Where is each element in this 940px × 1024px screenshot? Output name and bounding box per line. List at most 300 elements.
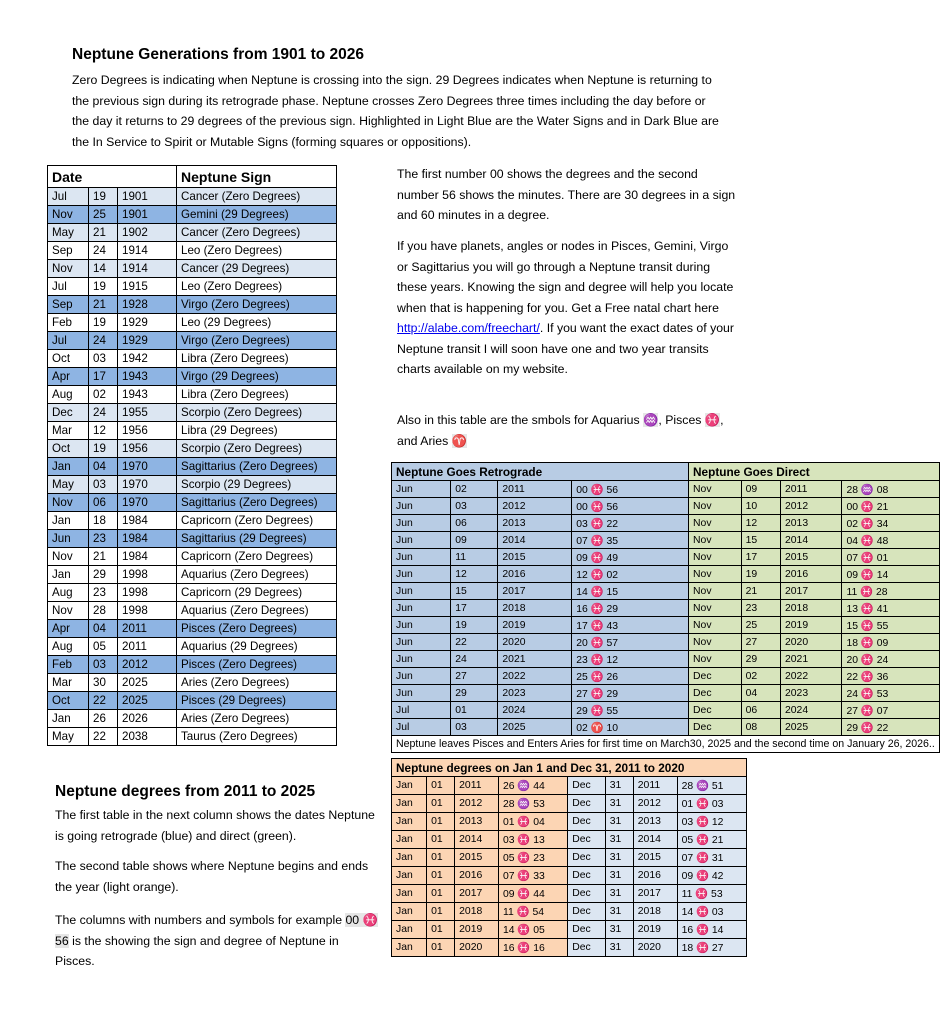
retrograde-header-row — [392, 463, 940, 481]
table-row — [48, 188, 337, 206]
day-cell: 12 — [741, 515, 780, 532]
sign-cell: Aquarius (Zero Degrees) — [177, 566, 337, 584]
month-cell: Dec — [568, 777, 605, 795]
sign-cell: Capricorn (Zero Degrees) — [177, 512, 337, 530]
year-cell: 1970 — [118, 458, 177, 476]
position-cell: 09 ♓ 14 — [842, 566, 939, 583]
position-cell: 09 ♓ 42 — [677, 867, 746, 885]
year-cell: 1901 — [118, 188, 177, 206]
year-cell: 2023 — [498, 685, 572, 702]
day-cell: 18 — [89, 512, 118, 530]
month-cell: Jan — [392, 831, 427, 849]
position-cell: 02 ♓ 34 — [842, 515, 939, 532]
month-cell: Nov — [48, 260, 89, 278]
table-row — [48, 602, 337, 620]
position-cell: 16 ♓ 16 — [498, 939, 567, 957]
position-cell: 14 ♓ 03 — [677, 903, 746, 921]
sign-cell: Pisces (29 Degrees) — [177, 692, 337, 710]
year-cell: 1901 — [118, 206, 177, 224]
day-cell: 12 — [89, 422, 118, 440]
day-cell: 19 — [741, 566, 780, 583]
year-cell: 2021 — [781, 651, 842, 668]
day-cell: 21 — [89, 224, 118, 242]
aries-note: Neptune leaves Pisces and Enters Aries for first time on March30, 2025 and the second time on January 26, 2026.. — [392, 736, 940, 753]
year-cell: 2017 — [455, 885, 499, 903]
year-cell: 1943 — [118, 368, 177, 386]
day-cell: 31 — [605, 795, 633, 813]
retrograde-body — [392, 481, 940, 736]
month-cell: Jun — [392, 668, 451, 685]
year-cell: 2022 — [498, 668, 572, 685]
year-cell: 2018 — [781, 600, 842, 617]
position-cell: 03 ♓ 22 — [572, 515, 689, 532]
sign-cell: Libra (29 Degrees) — [177, 422, 337, 440]
day-cell: 23 — [741, 600, 780, 617]
pisces-icon: ♓ — [704, 413, 721, 427]
month-cell: Dec — [568, 849, 605, 867]
day-cell: 22 — [451, 634, 498, 651]
month-cell: Jun — [392, 498, 451, 515]
year-cell: 2016 — [633, 867, 677, 885]
transit-paragraph — [397, 236, 737, 380]
table-row — [48, 710, 337, 728]
year-cell: 1942 — [118, 350, 177, 368]
month-cell: Aug — [48, 584, 89, 602]
position-cell: 28 ♒ 08 — [842, 481, 939, 498]
day-cell: 26 — [89, 710, 118, 728]
day-cell: 22 — [89, 728, 118, 746]
sign-cell: Sagittarius (Zero Degrees) — [177, 458, 337, 476]
month-cell: Feb — [48, 314, 89, 332]
symbols-text-c: , and Aries — [397, 413, 724, 448]
aries-icon: ♈ — [451, 433, 467, 448]
sign-cell: Scorpio (29 Degrees) — [177, 476, 337, 494]
table-row — [392, 795, 747, 813]
table-row — [48, 566, 337, 584]
position-cell: 11 ♓ 53 — [677, 885, 746, 903]
day-cell: 06 — [89, 494, 118, 512]
month-cell: Mar — [48, 674, 89, 692]
section-subtitle: Neptune degrees from 2011 to 2025 — [55, 783, 316, 800]
month-cell: Nov — [48, 548, 89, 566]
sign-cell: Leo (Zero Degrees) — [177, 242, 337, 260]
year-cell: 1998 — [118, 602, 177, 620]
month-cell: Jun — [392, 617, 451, 634]
table-row — [392, 685, 940, 702]
day-cell: 08 — [741, 719, 780, 736]
position-cell: 01 ♓ 04 — [498, 813, 567, 831]
yearly-header-row — [392, 759, 747, 777]
table-row — [392, 515, 940, 532]
month-cell: Mar — [48, 422, 89, 440]
month-cell: Jan — [392, 921, 427, 939]
year-cell: 2015 — [633, 849, 677, 867]
position-cell: 12 ♓ 02 — [572, 566, 689, 583]
day-cell: 31 — [605, 921, 633, 939]
table-row — [392, 777, 747, 795]
month-cell: Dec — [568, 813, 605, 831]
day-cell: 14 — [89, 260, 118, 278]
symbols-text-a: Also in this table are the smbols for Aquarius — [397, 413, 644, 427]
month-cell: Jun — [392, 600, 451, 617]
day-cell: 31 — [605, 867, 633, 885]
position-cell: 07 ♓ 35 — [572, 532, 689, 549]
sign-cell: Libra (Zero Degrees) — [177, 350, 337, 368]
month-cell: Jan — [392, 777, 427, 795]
month-cell: Jan — [392, 813, 427, 831]
year-cell: 2025 — [781, 719, 842, 736]
day-cell: 02 — [451, 481, 498, 498]
year-cell: 2014 — [455, 831, 499, 849]
day-cell: 06 — [451, 515, 498, 532]
day-cell: 05 — [89, 638, 118, 656]
day-cell: 30 — [89, 674, 118, 692]
month-cell: Nov — [689, 481, 742, 498]
table-row — [48, 548, 337, 566]
table-row — [392, 600, 940, 617]
table-row — [48, 638, 337, 656]
position-cell: 24 ♓ 53 — [842, 685, 939, 702]
year-cell: 2025 — [118, 692, 177, 710]
sign-cell: Aquarius (29 Degrees) — [177, 638, 337, 656]
month-cell: Jun — [392, 549, 451, 566]
month-cell: May — [48, 728, 89, 746]
position-cell: 04 ♓ 48 — [842, 532, 939, 549]
sign-cell: Virgo (Zero Degrees) — [177, 296, 337, 314]
month-cell: Jan — [48, 458, 89, 476]
sign-cell: Virgo (29 Degrees) — [177, 368, 337, 386]
year-cell: 2016 — [781, 566, 842, 583]
day-cell: 15 — [451, 583, 498, 600]
position-cell: 07 ♓ 01 — [842, 549, 939, 566]
header-retrograde: Neptune Goes Retrograde — [392, 463, 689, 481]
table-row — [48, 350, 337, 368]
month-cell: Jan — [48, 512, 89, 530]
sign-cell: Virgo (Zero Degrees) — [177, 332, 337, 350]
month-cell: Dec — [568, 921, 605, 939]
position-cell: 13 ♓ 41 — [842, 600, 939, 617]
day-cell: 29 — [741, 651, 780, 668]
year-cell: 2014 — [781, 532, 842, 549]
position-cell: 29 ♓ 22 — [842, 719, 939, 736]
month-cell: Nov — [689, 566, 742, 583]
position-cell: 05 ♓ 21 — [677, 831, 746, 849]
year-cell: 2017 — [781, 583, 842, 600]
orange-explanation: The second table shows where Neptune begins and ends the year (light orange). — [55, 859, 369, 894]
day-cell: 31 — [605, 813, 633, 831]
day-cell: 31 — [605, 831, 633, 849]
generations-table — [47, 165, 337, 746]
position-cell: 18 ♓ 09 — [842, 634, 939, 651]
year-cell: 2024 — [781, 702, 842, 719]
month-cell: Dec — [568, 903, 605, 921]
sign-cell: Leo (29 Degrees) — [177, 314, 337, 332]
header-direct: Neptune Goes Direct — [689, 463, 940, 481]
position-cell: 27 ♓ 07 — [842, 702, 939, 719]
table-row — [48, 656, 337, 674]
month-cell: Jul — [392, 702, 451, 719]
sign-cell: Leo (Zero Degrees) — [177, 278, 337, 296]
day-cell: 02 — [741, 668, 780, 685]
yearly-body — [392, 777, 747, 957]
year-cell: 1998 — [118, 566, 177, 584]
year-cell: 2015 — [781, 549, 842, 566]
month-cell: Nov — [689, 651, 742, 668]
year-cell: 1929 — [118, 332, 177, 350]
year-cell: 2013 — [633, 813, 677, 831]
day-cell: 03 — [89, 476, 118, 494]
month-cell: Dec — [568, 939, 605, 957]
month-cell: Nov — [48, 206, 89, 224]
year-cell: 2012 — [498, 498, 572, 515]
day-cell: 23 — [89, 530, 118, 548]
position-cell: 17 ♓ 43 — [572, 617, 689, 634]
year-cell: 2019 — [455, 921, 499, 939]
month-cell: May — [48, 224, 89, 242]
sign-cell: Sagittarius (29 Degrees) — [177, 530, 337, 548]
day-cell: 01 — [427, 831, 455, 849]
month-cell: Dec — [689, 668, 742, 685]
year-cell: 2017 — [498, 583, 572, 600]
table-row — [48, 260, 337, 278]
month-cell: Nov — [689, 600, 742, 617]
day-cell: 01 — [451, 702, 498, 719]
day-cell: 24 — [89, 332, 118, 350]
position-cell: 00 ♓ 56 — [572, 481, 689, 498]
position-cell: 20 ♓ 24 — [842, 651, 939, 668]
year-cell: 2025 — [118, 674, 177, 692]
table-row — [48, 620, 337, 638]
symbol-example-paragraph — [55, 910, 380, 972]
day-cell: 02 — [89, 386, 118, 404]
month-cell: Jul — [48, 188, 89, 206]
year-cell: 2011 — [455, 777, 499, 795]
day-cell: 04 — [89, 620, 118, 638]
day-cell: 04 — [89, 458, 118, 476]
year-cell: 2019 — [498, 617, 572, 634]
month-cell: Nov — [689, 583, 742, 600]
month-cell: Nov — [689, 634, 742, 651]
table-row — [48, 278, 337, 296]
retrograde-note-row — [392, 736, 940, 753]
year-cell: 2020 — [781, 634, 842, 651]
day-cell: 31 — [605, 849, 633, 867]
table-row — [392, 921, 747, 939]
month-cell: Nov — [48, 602, 89, 620]
sign-cell: Scorpio (Zero Degrees) — [177, 440, 337, 458]
month-cell: Aug — [48, 386, 89, 404]
year-cell: 1915 — [118, 278, 177, 296]
degrees-explanation: The first number 00 shows the degrees and the second number 56 shows the minutes. There are 30 degrees in a sign and 60 minutes in a degree. — [397, 167, 736, 222]
year-cell: 2014 — [498, 532, 572, 549]
year-cell: 2011 — [633, 777, 677, 795]
month-cell: Jul — [392, 719, 451, 736]
month-cell: Jun — [392, 583, 451, 600]
table-row — [48, 728, 337, 746]
day-cell: 01 — [427, 921, 455, 939]
position-cell: 28 ♒ 53 — [498, 795, 567, 813]
freechart-link[interactable]: http://alabe.com/freechart/ — [397, 321, 540, 335]
year-cell: 2017 — [633, 885, 677, 903]
day-cell: 29 — [89, 566, 118, 584]
month-cell: Dec — [48, 404, 89, 422]
sign-cell: Aries (Zero Degrees) — [177, 674, 337, 692]
month-cell: Nov — [689, 515, 742, 532]
month-cell: Jun — [392, 651, 451, 668]
month-cell: Nov — [689, 549, 742, 566]
day-cell: 01 — [427, 903, 455, 921]
position-cell: 02 ♈ 10 — [572, 719, 689, 736]
day-cell: 01 — [427, 939, 455, 957]
day-cell: 24 — [451, 651, 498, 668]
table-row — [48, 332, 337, 350]
month-cell: Jan — [392, 795, 427, 813]
day-cell: 24 — [89, 404, 118, 422]
year-cell: 2012 — [455, 795, 499, 813]
table-row — [392, 651, 940, 668]
year-cell: 2011 — [118, 638, 177, 656]
month-cell: Jul — [48, 332, 89, 350]
year-cell: 2018 — [498, 600, 572, 617]
day-cell: 09 — [741, 481, 780, 498]
table-row — [392, 668, 940, 685]
day-cell: 06 — [741, 702, 780, 719]
header-neptune-sign: Neptune Sign — [177, 166, 337, 188]
sign-cell: Taurus (Zero Degrees) — [177, 728, 337, 746]
month-cell: Jun — [392, 515, 451, 532]
position-cell: 00 ♓ 21 — [842, 498, 939, 515]
day-cell: 27 — [741, 634, 780, 651]
day-cell: 01 — [427, 813, 455, 831]
table-row — [392, 831, 747, 849]
table-row — [392, 939, 747, 957]
month-cell: Dec — [689, 685, 742, 702]
year-cell: 1902 — [118, 224, 177, 242]
sign-cell: Cancer (29 Degrees) — [177, 260, 337, 278]
month-cell: Aug — [48, 638, 89, 656]
day-cell: 03 — [451, 498, 498, 515]
generations-header-row — [48, 166, 337, 188]
year-cell: 1929 — [118, 314, 177, 332]
month-cell: Jan — [392, 885, 427, 903]
transit-text-a: If you have planets, angles or nodes in Pisces, Gemini, Virgo or Sagittarius you will go through a Neptune transit during these years. Knowing the sign and degree will help you locate when that is happening for you. Get a Free natal chart here — [397, 239, 734, 315]
position-cell: 03 ♓ 12 — [677, 813, 746, 831]
day-cell: 19 — [89, 314, 118, 332]
position-cell: 09 ♓ 49 — [572, 549, 689, 566]
year-cell: 2011 — [781, 481, 842, 498]
year-cell: 2018 — [455, 903, 499, 921]
position-cell: 28 ♒ 51 — [677, 777, 746, 795]
table-row — [48, 422, 337, 440]
table-row — [48, 674, 337, 692]
month-cell: Dec — [568, 885, 605, 903]
table-row — [48, 314, 337, 332]
year-cell: 1943 — [118, 386, 177, 404]
position-cell: 15 ♓ 55 — [842, 617, 939, 634]
day-cell: 17 — [741, 549, 780, 566]
day-cell: 25 — [741, 617, 780, 634]
month-cell: Apr — [48, 620, 89, 638]
year-cell: 2022 — [781, 668, 842, 685]
month-cell: Feb — [48, 656, 89, 674]
year-cell: 1914 — [118, 260, 177, 278]
year-cell: 2018 — [633, 903, 677, 921]
day-cell: 17 — [451, 600, 498, 617]
month-cell: Sep — [48, 242, 89, 260]
position-cell: 05 ♓ 23 — [498, 849, 567, 867]
day-cell: 17 — [89, 368, 118, 386]
sign-cell: Capricorn (29 Degrees) — [177, 584, 337, 602]
year-cell: 2020 — [455, 939, 499, 957]
day-cell: 01 — [427, 885, 455, 903]
day-cell: 01 — [427, 777, 455, 795]
year-cell: 2020 — [498, 634, 572, 651]
year-cell: 2038 — [118, 728, 177, 746]
month-cell: Oct — [48, 440, 89, 458]
year-cell: 2016 — [498, 566, 572, 583]
year-cell: 1956 — [118, 440, 177, 458]
table-row — [392, 617, 940, 634]
tables-explanation: The first table in the next column shows the dates Neptune is going retrograde (blue) and direct (green). — [55, 808, 375, 843]
month-cell: Dec — [689, 702, 742, 719]
generations-body — [48, 188, 337, 746]
table-row — [392, 583, 940, 600]
table-row — [48, 224, 337, 242]
day-cell: 25 — [89, 206, 118, 224]
month-cell: Jun — [392, 634, 451, 651]
month-cell: Jun — [392, 532, 451, 549]
year-cell: 2014 — [633, 831, 677, 849]
table-row — [48, 440, 337, 458]
example-text-a: The columns with numbers and symbols for example — [55, 913, 346, 927]
month-cell: Jan — [392, 903, 427, 921]
table-row — [48, 206, 337, 224]
year-cell: 2015 — [455, 849, 499, 867]
year-cell: 2026 — [118, 710, 177, 728]
day-cell: 21 — [89, 548, 118, 566]
yearly-degrees-table — [391, 758, 747, 957]
year-cell: 1984 — [118, 548, 177, 566]
sign-cell: Cancer (Zero Degrees) — [177, 224, 337, 242]
day-cell: 19 — [89, 440, 118, 458]
year-cell: 2019 — [781, 617, 842, 634]
year-cell: 2023 — [781, 685, 842, 702]
position-cell: 11 ♓ 54 — [498, 903, 567, 921]
month-cell: Oct — [48, 350, 89, 368]
table-row — [48, 530, 337, 548]
position-cell: 23 ♓ 12 — [572, 651, 689, 668]
sign-cell: Aries (Zero Degrees) — [177, 710, 337, 728]
day-cell: 31 — [605, 939, 633, 957]
day-cell: 24 — [89, 242, 118, 260]
year-cell: 2011 — [118, 620, 177, 638]
month-cell: Jul — [48, 278, 89, 296]
table-row — [392, 566, 940, 583]
month-cell: Jun — [392, 566, 451, 583]
position-cell: 01 ♓ 03 — [677, 795, 746, 813]
table-row — [48, 512, 337, 530]
position-cell: 14 ♓ 05 — [498, 921, 567, 939]
day-cell: 11 — [451, 549, 498, 566]
header-date: Date — [48, 166, 177, 188]
year-cell: 2012 — [781, 498, 842, 515]
table-row — [392, 885, 747, 903]
year-cell: 1998 — [118, 584, 177, 602]
table-row — [48, 404, 337, 422]
month-cell: Dec — [568, 831, 605, 849]
sign-cell: Capricorn (Zero Degrees) — [177, 548, 337, 566]
month-cell: Jan — [48, 566, 89, 584]
